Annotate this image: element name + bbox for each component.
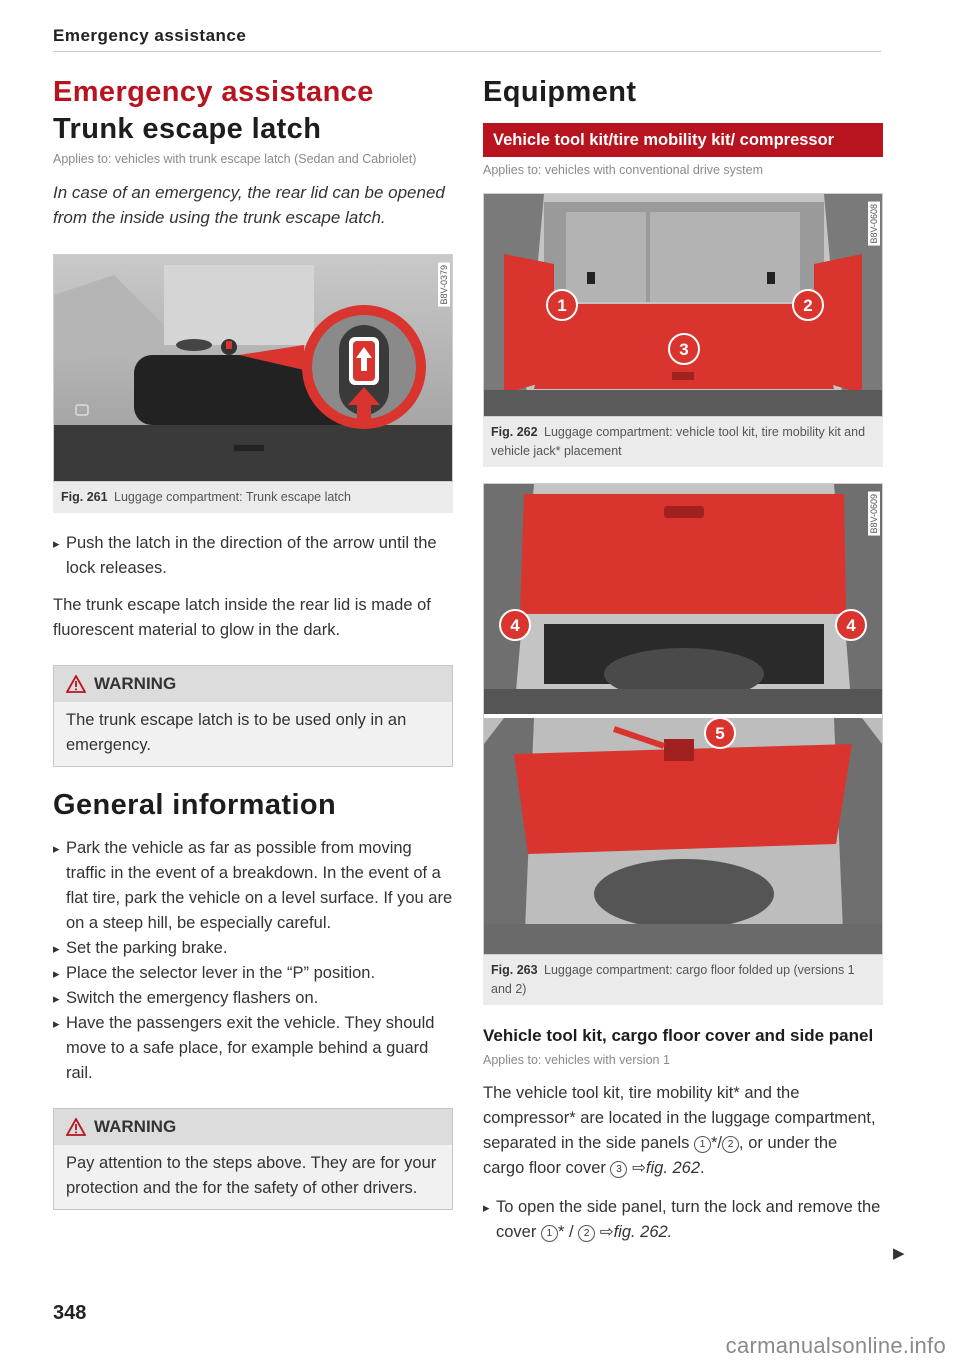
callout-ref: 2 <box>578 1225 595 1242</box>
figure-263 <box>483 483 883 955</box>
slash: / <box>564 1223 579 1241</box>
para-text: or under the cargo floor cover <box>483 1134 838 1177</box>
warning-box <box>53 665 453 767</box>
star-mark: * <box>711 1134 718 1152</box>
tool-kit-description: The vehicle tool kit, tire mobility kit* and the compressor* are located in the luggage compartment, separated in the side panels 1 */ 2 , or under the cargo floor cover 3 ⇨fig. 262. <box>483 1084 876 1177</box>
caption-text: Luggage compartment: vehicle tool kit, tire mobility kit and vehicle jack* placement <box>491 425 866 458</box>
list-item <box>483 1195 883 1245</box>
slash: / <box>717 1134 723 1152</box>
trunk-latch-illustration <box>54 255 452 481</box>
warning-box <box>53 1108 453 1210</box>
caption-text: Luggage compartment: cargo floor folded up (versions 1 and 2) <box>491 963 855 996</box>
figure-262-caption <box>483 417 883 467</box>
applicability-note: Applies to: vehicles with trunk escape latch (Sedan and Cabriolet) <box>53 152 417 166</box>
latch-description: The trunk escape latch inside the rear lid is made of fluorescent material to glow in the dark. <box>53 596 431 639</box>
equipment-title: Equipment <box>483 76 637 108</box>
caption-text: Luggage compartment: Trunk escape latch <box>114 490 351 504</box>
callout-ref: 1 <box>541 1225 558 1242</box>
step-text: To open the side panel, turn the lock and remove the cover <box>496 1198 881 1241</box>
warning-text: Pay attention to the steps above. They are for your protection and the for the safety of other drivers. <box>54 1145 452 1209</box>
section-title: Emergency assistance <box>53 76 374 108</box>
cargo-floor-illustration <box>484 484 882 954</box>
figure-number: Fig. 263 <box>491 963 538 977</box>
list-item: ▸ Park the vehicle as far as possible from moving traffic in the event of a breakdown. In the event of a flat tire, park the vehicle on a level surface. If you are on a steep hill, be especially careful. <box>53 836 453 936</box>
ref-arrow-icon: ⇨ <box>632 1159 646 1177</box>
page-number: 348 <box>53 1302 87 1324</box>
list-item: ▸ Push the latch in the direction of the arrow until the lock releases. <box>53 531 453 581</box>
figure-number: Fig. 262 <box>491 425 538 439</box>
figure-ref-link[interactable]: fig. 262. <box>613 1223 673 1241</box>
warning-icon <box>66 675 86 693</box>
warning-icon <box>66 1118 86 1136</box>
luggage-compartment-illustration <box>484 194 882 416</box>
figure-261 <box>53 254 453 482</box>
subheading: Vehicle tool kit, cargo floor cover and side panel <box>483 1026 874 1045</box>
figure-code: B8V-0379 <box>439 265 449 305</box>
warning-text: The trunk escape latch is to be used only in an emergency. <box>54 702 452 766</box>
para-text: The vehicle tool kit, tire mobility kit* and the compressor* are located in the luggage compartment, separated in the side panels <box>483 1084 876 1152</box>
figure-code: B8V-0608 <box>869 204 879 244</box>
callout-label: 5 <box>715 724 725 743</box>
ref-arrow-icon: ⇨ <box>599 1223 614 1241</box>
figure-code: B8V-0609 <box>869 494 879 534</box>
callout-label: 4 <box>510 616 520 635</box>
figure-ref-link[interactable]: fig. 262 <box>645 1159 701 1177</box>
callout-label: 3 <box>679 340 689 359</box>
latch-steps <box>53 531 453 581</box>
general-info-list <box>53 836 453 1086</box>
list-item: ▸ Switch the emergency flashers on. <box>53 986 453 1011</box>
warning-header <box>54 666 452 702</box>
comma: , <box>739 1134 744 1152</box>
callout-ref: 2 <box>722 1136 739 1153</box>
left-column <box>53 74 453 1210</box>
warning-title: WARNING <box>94 674 177 693</box>
warning-header <box>54 1109 452 1145</box>
callout-label: 1 <box>557 296 567 315</box>
callout-label: 2 <box>803 296 813 315</box>
figure-number: Fig. 261 <box>61 490 108 504</box>
running-header: Emergency assistance <box>53 26 247 45</box>
list-item: ▸ Have the passengers exit the vehicle. They should move to a safe place, for example behind a guard rail. <box>53 1011 453 1086</box>
warning-title: WARNING <box>94 1117 177 1136</box>
header-divider <box>53 51 881 52</box>
general-info-title: General information <box>53 789 337 821</box>
callout-ref: 3 <box>610 1161 627 1178</box>
callout-label: 4 <box>846 616 856 635</box>
figure-262 <box>483 193 883 417</box>
list-item: ▸ Place the selector lever in the “P” position. <box>53 961 453 986</box>
figure-263-caption <box>483 955 883 1005</box>
list-item: ▸ Set the parking brake. <box>53 936 453 961</box>
callout-ref: 1 <box>694 1136 711 1153</box>
right-column <box>483 74 883 1245</box>
figure-261-caption <box>53 482 453 513</box>
section-banner: Vehicle tool kit/tire mobility kit/ compressor <box>483 123 883 157</box>
applicability-note: Applies to: vehicles with version 1 <box>483 1053 670 1067</box>
subsection-title: Trunk escape latch <box>53 113 322 145</box>
continue-arrow-icon: ▶ <box>893 1245 905 1262</box>
applicability-note: Applies to: vehicles with conventional drive system <box>483 163 763 177</box>
intro-text: In case of an emergency, the rear lid can be opened from the inside using the trunk escape latch. <box>53 183 445 227</box>
watermark: carmanualsonline.info <box>725 1333 946 1358</box>
panel-steps <box>483 1195 883 1245</box>
star-mark: * <box>557 1223 565 1241</box>
